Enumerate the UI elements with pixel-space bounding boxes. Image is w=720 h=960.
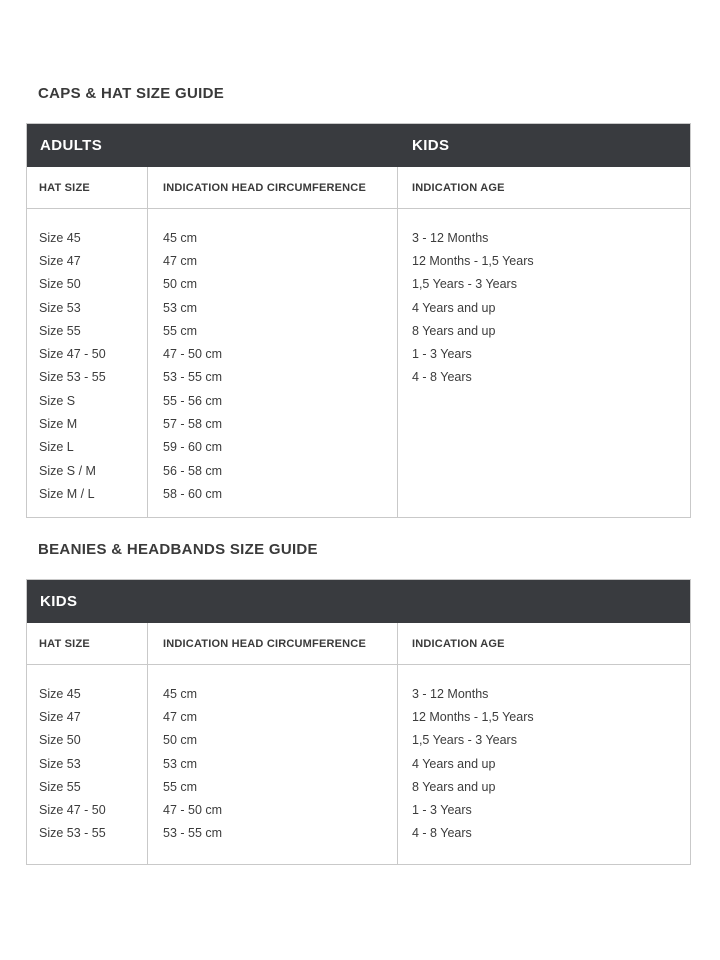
age-column (397, 209, 690, 517)
hat-size-value: Size 53 (39, 300, 81, 315)
hat-size-value: Size 50 (39, 733, 81, 748)
circumference-value: 55 - 56 cm (163, 393, 223, 408)
age-value: 12 Months - 1,5 Years (412, 253, 534, 268)
hat-size-value: Size 55 (39, 323, 81, 338)
circumference-column (147, 665, 397, 864)
group-header-adults: ADULTS (40, 137, 103, 154)
circumference-value: 50 cm (163, 277, 198, 292)
circumference-value: 47 cm (163, 253, 198, 268)
circumference-value: 53 cm (163, 756, 198, 771)
hat-size-value: Size 53 - 55 (39, 370, 106, 385)
circumference-value: 47 - 50 cm (163, 347, 223, 362)
age-value: 12 Months - 1,5 Years (412, 709, 534, 724)
circumference-value: 55 cm (163, 779, 198, 794)
hat-size-value: Size 47 (39, 709, 81, 724)
beanies-group-header-bar (27, 580, 690, 623)
circumference-value: 47 cm (163, 709, 198, 724)
hat-size-column (27, 209, 147, 517)
hat-size-value: Size 53 (39, 756, 81, 771)
age-value: 1 - 3 Years (412, 347, 472, 362)
circumference-value: 56 - 58 cm (163, 463, 223, 478)
hat-size-value: Size 45 (39, 686, 81, 701)
column-header-age: INDICATION AGE (397, 167, 690, 208)
column-header-hat-size: HAT SIZE (39, 637, 90, 650)
circumference-value: 50 cm (163, 733, 198, 748)
caps-hat-size-table (26, 123, 691, 518)
circumference-value: 47 - 50 cm (163, 803, 223, 818)
circumference-value: 45 cm (163, 686, 198, 701)
caps-hat-table-body (27, 209, 690, 517)
hat-size-value: Size 53 - 55 (39, 826, 106, 841)
caps-hat-column-header-row (27, 167, 690, 209)
group-header-kids: KIDS (412, 137, 450, 154)
caps-hat-guide-title: CAPS & HAT SIZE GUIDE (38, 85, 225, 102)
hat-size-value: Size 55 (39, 779, 81, 794)
group-header-kids: KIDS (40, 593, 78, 610)
hat-size-value: Size 47 - 50 (39, 803, 106, 818)
caps-hat-group-header-bar (27, 124, 690, 167)
beanies-column-header-row (27, 623, 690, 665)
age-value: 3 - 12 Months (412, 230, 489, 245)
age-value: 1,5 Years - 3 Years (412, 277, 517, 292)
circumference-value: 45 cm (163, 230, 198, 245)
hat-size-value: Size L (39, 440, 74, 455)
age-value: 4 - 8 Years (412, 826, 472, 841)
age-value: 4 - 8 Years (412, 370, 472, 385)
beanies-headbands-guide-title: BEANIES & HEADBANDS SIZE GUIDE (38, 541, 318, 558)
circumference-value: 53 - 55 cm (163, 826, 223, 841)
age-value: 8 Years and up (412, 323, 496, 338)
circumference-value: 53 - 55 cm (163, 370, 223, 385)
column-header-hat-size: HAT SIZE (39, 181, 90, 194)
age-value: 8 Years and up (412, 779, 496, 794)
column-header-circumference: INDICATION HEAD CIRCUMFERENCE (147, 623, 397, 664)
hat-size-column (27, 665, 147, 864)
hat-size-value: Size S / M (39, 463, 96, 478)
beanies-headbands-size-table (26, 579, 691, 865)
hat-size-value: Size S (39, 393, 76, 408)
hat-size-value: Size 50 (39, 277, 81, 292)
circumference-value: 58 - 60 cm (163, 486, 223, 501)
hat-size-value: Size 45 (39, 230, 81, 245)
circumference-value: 55 cm (163, 323, 198, 338)
column-header-age: INDICATION AGE (397, 623, 690, 664)
circumference-value: 59 - 60 cm (163, 440, 223, 455)
age-value: 4 Years and up (412, 300, 496, 315)
age-value: 1,5 Years - 3 Years (412, 733, 517, 748)
column-header-circumference: INDICATION HEAD CIRCUMFERENCE (147, 167, 397, 208)
circumference-value: 53 cm (163, 300, 198, 315)
hat-size-value: Size 47 (39, 253, 81, 268)
circumference-value: 57 - 58 cm (163, 417, 223, 432)
hat-size-value: Size M / L (39, 486, 95, 501)
hat-size-value: Size 47 - 50 (39, 347, 106, 362)
circumference-column (147, 209, 397, 517)
beanies-table-body (27, 665, 690, 864)
age-value: 1 - 3 Years (412, 803, 472, 818)
hat-size-value: Size M (39, 417, 78, 432)
age-value: 4 Years and up (412, 756, 496, 771)
age-column (397, 665, 690, 864)
age-value: 3 - 12 Months (412, 686, 489, 701)
